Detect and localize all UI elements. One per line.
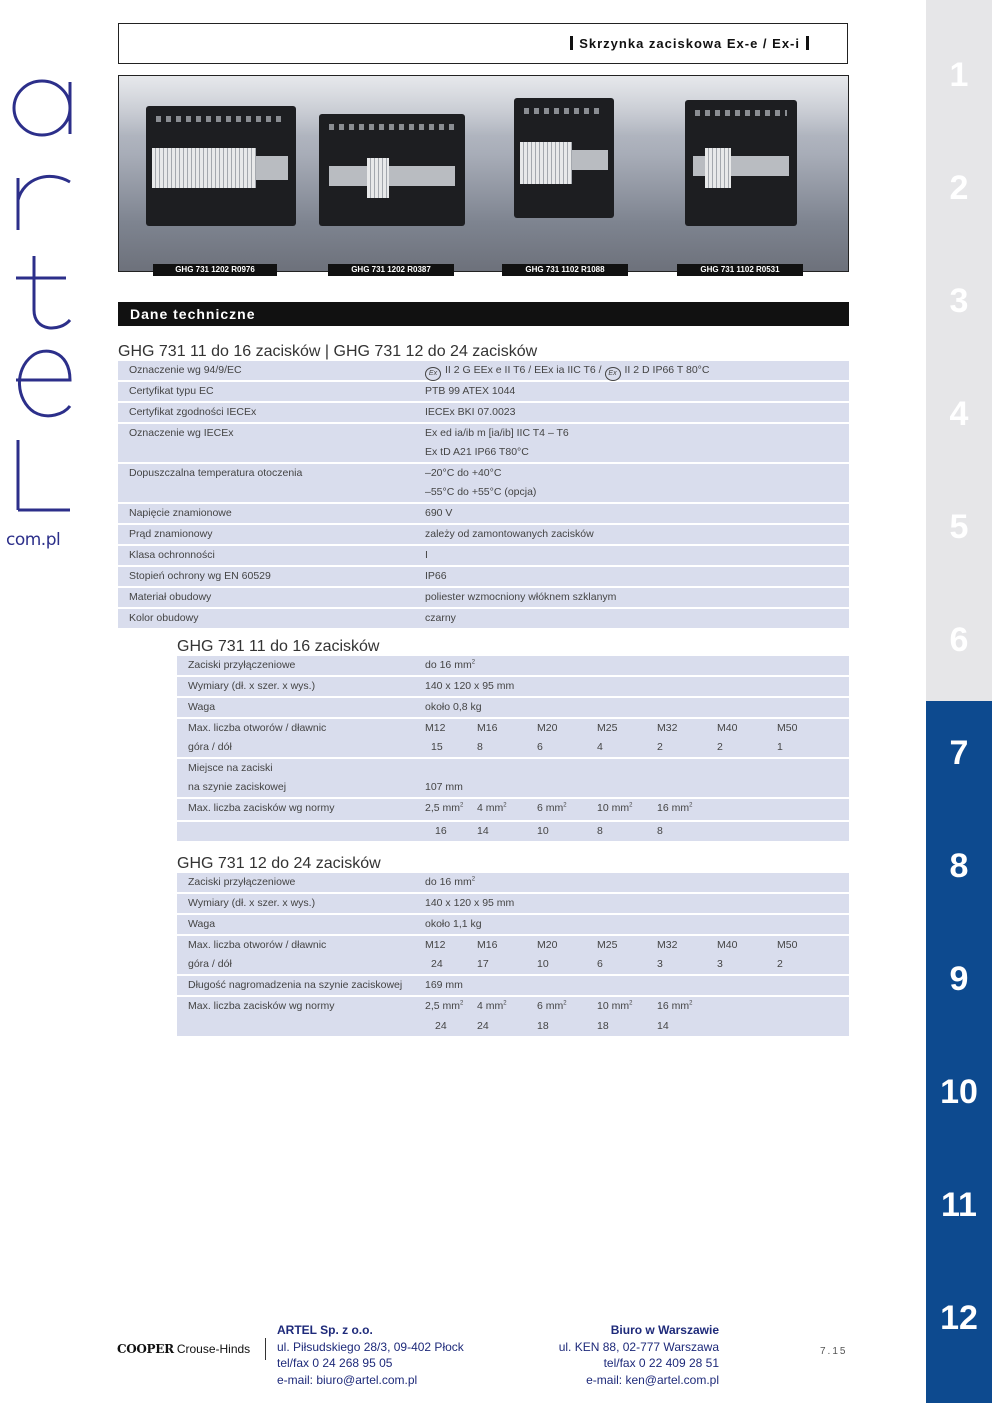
spec-label: Oznaczenie wg 94/9/EC xyxy=(129,364,242,376)
thread-size: M50 xyxy=(777,939,798,951)
spec-label: Wymiary (dł. x szer. x wys.) xyxy=(188,680,316,692)
thread-size: M20 xyxy=(537,722,558,734)
opening-count: 6 xyxy=(597,958,603,970)
table-header: GHG 731 12 do 24 zacisków xyxy=(177,855,381,872)
spec-label: Waga xyxy=(188,701,216,713)
thread-size: M50 xyxy=(777,722,798,734)
warsaw-office-address xyxy=(559,1322,719,1388)
spec-row xyxy=(118,567,849,588)
spec-label: Materiał obudowy xyxy=(129,591,212,603)
spec-row xyxy=(118,546,849,567)
cooper-crouse-hinds-logo xyxy=(117,1340,250,1358)
phone-line: tel/fax 0 22 409 28 51 xyxy=(603,1356,719,1370)
photo-caption-1: GHG 731 1202 R0976 xyxy=(153,264,277,276)
spec-row xyxy=(177,656,849,677)
wire-size: 10 $mm^2$ xyxy=(597,802,633,814)
chapter-nav-item-5[interactable]: 5 xyxy=(949,508,969,546)
opening-count: 24 xyxy=(431,958,443,970)
opening-count: 2 xyxy=(777,958,783,970)
spec-row xyxy=(177,677,849,698)
thread-size: M32 xyxy=(657,722,678,734)
norm-row xyxy=(177,997,849,1038)
opening-count: 2 xyxy=(717,741,723,753)
clamp-count: 8 xyxy=(597,825,603,837)
wire-size: 10 $mm^2$ xyxy=(597,1000,633,1012)
spec-value: około 1,1 kg xyxy=(425,918,482,930)
spec-label: góra / dół xyxy=(188,741,232,753)
opening-count: 10 xyxy=(537,958,549,970)
wire-size: 16 $mm^2$ xyxy=(657,1000,693,1012)
spec-value: 107 mm xyxy=(425,781,463,793)
spec-row xyxy=(118,382,849,403)
spec-table-731-12 xyxy=(177,855,849,1038)
photo-caption-4: GHG 731 1102 R0531 xyxy=(677,264,803,276)
thread-size: M16 xyxy=(477,722,498,734)
spec-value: poliester wzmocniony włóknem szklanym xyxy=(425,591,617,603)
enclosure-image-2 xyxy=(319,114,465,226)
spec-value: Ex ed ia/ib m [ia/ib] IIC T4 – T6 xyxy=(425,427,569,439)
spec-row xyxy=(177,976,849,997)
spec-label: Max. liczba zacisków wg normy xyxy=(188,1000,335,1012)
marking-part1: II 2 G EEx e II T6 / EEx ia IIC T6 / xyxy=(445,364,602,376)
title-bar-left xyxy=(570,36,573,50)
opening-count: 3 xyxy=(717,958,723,970)
enclosure-image-4 xyxy=(685,100,797,226)
spec-value: około 0,8 kg xyxy=(425,701,482,713)
thread-size: M25 xyxy=(597,939,618,951)
address-line: ul. Piłsudskiego 28/3, 09-402 Płock xyxy=(277,1339,464,1354)
thread-size: M16 xyxy=(477,939,498,951)
spec-value: I xyxy=(425,549,428,561)
spec-value: IP66 xyxy=(425,570,447,582)
main-spec-table xyxy=(118,343,849,630)
email-link[interactable]: e-mail: biuro@artel.com.pl xyxy=(277,1372,418,1387)
address-line: ul. KEN 88, 02-777 Warszawa xyxy=(558,1339,719,1354)
wire-size: 6 $mm^2$ xyxy=(537,1000,567,1012)
logo-crouse-hinds: Crouse-Hinds xyxy=(176,1342,251,1356)
wire-size: 16 $mm^2$ xyxy=(657,802,693,814)
spec-value: do 16 $mm^2$ xyxy=(425,876,476,888)
thread-size: M20 xyxy=(537,939,558,951)
norm-row xyxy=(177,799,849,822)
chapter-nav-item-7[interactable]: 7 xyxy=(949,734,969,772)
spec-label: góra / dół xyxy=(188,958,232,970)
spec-row xyxy=(118,424,849,464)
enclosure-image-3 xyxy=(514,98,614,218)
spec-label: Oznaczenie wg IECEx xyxy=(129,427,234,439)
spec-value: 169 mm xyxy=(425,979,463,991)
clamp-count: 24 xyxy=(435,1020,447,1032)
opening-count: 15 xyxy=(431,741,443,753)
chapter-nav-item-3[interactable]: 3 xyxy=(949,282,969,320)
spec-value: zależy od zamontowanych zacisków xyxy=(425,528,594,540)
opening-count: 1 xyxy=(777,741,783,753)
spec-row xyxy=(118,504,849,525)
spec-value xyxy=(425,364,709,381)
opening-count: 17 xyxy=(477,958,489,970)
footer-divider xyxy=(265,1338,266,1360)
spec-label: Waga xyxy=(188,918,216,930)
opening-count: 2 xyxy=(657,741,663,753)
spec-label: Max. liczba zacisków wg normy xyxy=(188,802,335,814)
company-address xyxy=(277,1322,464,1388)
spec-row xyxy=(177,915,849,936)
page-title xyxy=(564,36,815,51)
spec-label: Max. liczba otworów / dławnic xyxy=(188,722,327,734)
spec-label: Zaciski przyłączeniowe xyxy=(188,876,296,888)
thread-size: M12 xyxy=(425,722,446,734)
clamp-count: 18 xyxy=(537,1020,549,1032)
thread-size: M25 xyxy=(597,722,618,734)
thread-size: M32 xyxy=(657,939,678,951)
opening-count: 4 xyxy=(597,741,603,753)
company-name: ARTEL Sp. z o.o. xyxy=(277,1323,373,1337)
clamp-count: 24 xyxy=(477,1020,489,1032)
spec-row xyxy=(118,588,849,609)
chapter-nav-active-band xyxy=(926,701,992,1403)
spec-label: na szynie zaciskowej xyxy=(188,781,287,793)
spec-value: IECEx BKI 07.0023 xyxy=(425,406,516,418)
wire-size: 6 $mm^2$ xyxy=(537,802,567,814)
spec-value: 690 V xyxy=(425,507,453,519)
artel-vertical-logo xyxy=(4,70,80,550)
clamp-count: 8 xyxy=(657,825,663,837)
norm-counts-row xyxy=(177,822,849,843)
opening-count: 3 xyxy=(657,958,663,970)
chapter-nav xyxy=(926,0,992,1403)
spec-value: –20°C do +40°C xyxy=(425,467,502,479)
header-title-box xyxy=(118,23,848,64)
opening-count: 8 xyxy=(477,741,483,753)
spec-row-marking xyxy=(118,361,849,382)
page-number: 7.15 xyxy=(820,1346,848,1357)
thread-size: M12 xyxy=(425,939,446,951)
spec-label: Dopuszczalna temperatura otoczenia xyxy=(129,467,303,479)
page-title-text: Skrzynka zaciskowa Ex-e / Ex-i xyxy=(579,36,800,51)
spec-row xyxy=(118,609,849,630)
clamp-count: 10 xyxy=(537,825,549,837)
spec-value: 140 x 120 x 95 mm xyxy=(425,680,515,692)
chapter-nav-item-11[interactable]: 11 xyxy=(941,1186,977,1224)
spec-label: Wymiary (dł. x szer. x wys.) xyxy=(188,897,316,909)
spec-label: Stopień ochrony wg EN 60529 xyxy=(129,570,271,582)
chapter-nav-item-12[interactable]: 12 xyxy=(940,1299,978,1337)
clamp-count: 16 xyxy=(435,825,447,837)
spec-row xyxy=(177,894,849,915)
phone-line: tel/fax 0 24 268 95 05 xyxy=(277,1356,393,1370)
chapter-nav-item-9[interactable]: 9 xyxy=(949,960,969,998)
section-heading: Dane techniczne xyxy=(118,302,849,326)
wire-size: 4 $mm^2$ xyxy=(477,1000,507,1012)
office-name: Biuro w Warszawie xyxy=(610,1323,719,1337)
spec-table-731-11 xyxy=(177,638,849,843)
spec-value: Ex tD A21 IP66 T80°C xyxy=(425,446,529,458)
table-header: GHG 731 11 do 16 zacisków xyxy=(177,638,380,655)
logo-cooper: COOPER xyxy=(117,1342,174,1356)
spec-label: Długość nagromadzenia na szynie zaciskowej xyxy=(188,979,403,991)
openings-row xyxy=(177,719,849,759)
chapter-nav-item-2[interactable]: 2 xyxy=(949,169,969,207)
wire-size: 4 $mm^2$ xyxy=(477,802,507,814)
photo-caption-3: GHG 731 1102 R1088 xyxy=(502,264,628,276)
artel-logo-letters xyxy=(4,70,80,520)
chapter-nav-item-10[interactable]: 10 xyxy=(940,1073,978,1111)
chapter-nav-item-8[interactable]: 8 xyxy=(949,847,969,885)
spec-label: Certyfikat zgodności IECEx xyxy=(129,406,257,418)
main-table-header: GHG 731 11 do 16 zacisków | GHG 731 12 do 24 zacisków xyxy=(118,343,538,360)
ex-icon: Ex xyxy=(605,367,621,381)
spec-label: Zaciski przyłączeniowe xyxy=(188,659,296,671)
spec-label: Klasa ochronności xyxy=(129,549,215,561)
spec-row xyxy=(118,464,849,504)
spec-value: –55°C do +55°C (opcja) xyxy=(425,486,537,498)
spec-label: Miejsce na zaciski xyxy=(188,762,273,774)
spec-value: czarny xyxy=(425,612,456,624)
clamp-count: 18 xyxy=(597,1020,609,1032)
spec-row xyxy=(177,698,849,719)
spec-label: Max. liczba otworów / dławnic xyxy=(188,939,327,951)
spec-value: do 16 $mm^2$ xyxy=(425,659,476,671)
spec-value: 140 x 120 x 95 mm xyxy=(425,897,515,909)
clamp-count: 14 xyxy=(477,825,489,837)
ex-icon: Ex xyxy=(425,367,441,381)
chapter-nav-item-1[interactable]: 1 xyxy=(949,56,969,94)
spec-row xyxy=(118,403,849,424)
spec-label: Prąd znamionowy xyxy=(129,528,213,540)
spec-label: Certyfikat typu EC xyxy=(129,385,214,397)
spec-label: Kolor obudowy xyxy=(129,612,199,624)
spec-row xyxy=(118,525,849,546)
openings-row xyxy=(177,936,849,976)
spec-label: Napięcie znamionowe xyxy=(129,507,232,519)
opening-count: 6 xyxy=(537,741,543,753)
logo-domain: com.pl xyxy=(6,530,61,550)
photo-caption-2: GHG 731 1202 R0387 xyxy=(328,264,454,276)
wire-size: 2,5 $mm^2$ xyxy=(425,802,464,814)
title-bar-right xyxy=(806,36,809,50)
spec-row xyxy=(177,873,849,894)
marking-part2: II 2 D IP66 T 80°C xyxy=(624,364,710,376)
clamp-count: 14 xyxy=(657,1020,669,1032)
spec-value: PTB 99 ATEX 1044 xyxy=(425,385,516,397)
wire-size: 2,5 $mm^2$ xyxy=(425,1000,464,1012)
product-photo xyxy=(118,75,849,272)
chapter-nav-item-4[interactable]: 4 xyxy=(949,395,969,433)
thread-size: M40 xyxy=(717,722,738,734)
thread-size: M40 xyxy=(717,939,738,951)
email-link[interactable]: e-mail: ken@artel.com.pl xyxy=(586,1372,719,1387)
chapter-nav-item-6[interactable]: 6 xyxy=(949,621,969,659)
enclosure-image-1 xyxy=(146,106,296,226)
spec-row xyxy=(177,759,849,799)
